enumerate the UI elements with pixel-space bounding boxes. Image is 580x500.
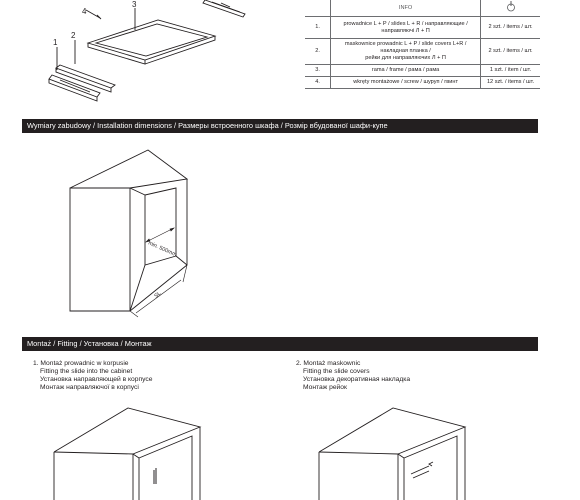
callout-1: 1 bbox=[53, 38, 58, 47]
table-row: 3. rama / frame / рама / рама 1 szt. / item / шт. bbox=[305, 65, 540, 77]
info-header: INFO bbox=[331, 0, 481, 17]
tool-header bbox=[481, 0, 540, 17]
screwdriver-icon bbox=[506, 1, 516, 12]
callout-4: 4 bbox=[82, 7, 87, 16]
step-1-instructions: 1. Montaż prowadnic w korpusie Fitting the slide into the cabinet Установка направляющей в корпусе Монтаж направляючої в корпусі bbox=[33, 360, 153, 391]
depth-label: SL bbox=[153, 290, 163, 300]
table-row: 1. prowadnice L + P / slides L + R / направляющие / направляючі Л + П 2 szt. / items / шт. bbox=[305, 17, 540, 39]
slide-rail-top bbox=[203, 0, 245, 17]
slide-cover-icon bbox=[411, 462, 433, 478]
callout-3: 3 bbox=[132, 0, 137, 9]
step-2-cabinet-diagram bbox=[305, 400, 485, 500]
parts-exploded-diagram bbox=[0, 0, 300, 120]
frame-part bbox=[88, 20, 215, 64]
slide-icon bbox=[154, 468, 156, 484]
section-header-dimensions: Wymiary zabudowy / Installation dimensions / Размеры встроенного шкафа / Розмір вбудованої шафи-купе bbox=[22, 119, 538, 133]
section-header-fitting: Montaż / Fitting / Установка / Монтаж bbox=[22, 337, 538, 351]
screw-icon bbox=[86, 10, 101, 19]
table-row: 4. wkręty montażowe / screw / шуруп / гвинт 12 szt. / items / шт. bbox=[305, 77, 540, 89]
callout-2: 2 bbox=[71, 31, 76, 40]
table-row: 2. maskownice prowadnic L + P / slide covers L+R / накладная планка / рейки для направляючих Л + П 2 szt. / items / шт. bbox=[305, 39, 540, 65]
step-1-cabinet-diagram bbox=[40, 400, 220, 500]
cabinet-dimensions-diagram bbox=[60, 140, 240, 320]
step-2-instructions: 2. Montaż maskownic Fitting the slide covers Установка декоративная накладка Монтаж рейок bbox=[296, 360, 411, 391]
table-header-row bbox=[305, 0, 540, 17]
width-label: min. 500mm bbox=[147, 240, 178, 259]
parts-table bbox=[305, 0, 540, 89]
